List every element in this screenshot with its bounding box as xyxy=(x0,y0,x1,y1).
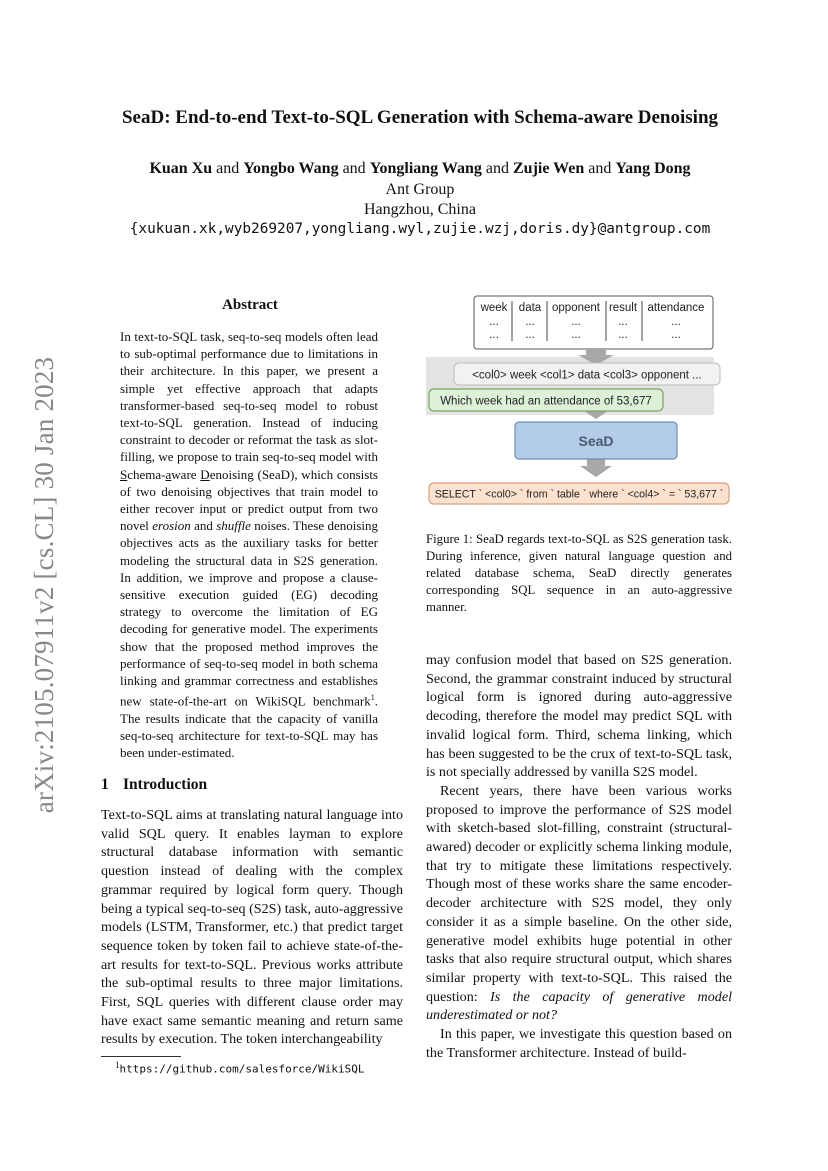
intro-left-column: Text-to-SQL aims at translating natural language into valid SQL query. It enables layman to explore structural database information with semantic question instead of dealing with the complex grammar required by logical form query. Though being a typical seq-to-seq (S2S) task, auto-aggressive models (LSTM, Transformer, etc.) that predict target sequence token by token fail to achieve state-of-the-art results for text-to-SQL. Previous works attribute the sub-optimal results to three major limitations. First, SQL queries with different clause order may have exact same semantic meaning and return same results by execution. The token interchangeability xyxy=(101,807,403,1048)
intro-right-column xyxy=(426,651,732,1062)
abstract-body xyxy=(120,328,378,761)
paragraph: In this paper, we investigate this question based on the Transformer architecture. Instead of build- xyxy=(426,1026,732,1061)
affiliation: Ant Group xyxy=(385,181,455,198)
abstract-heading: Abstract xyxy=(222,297,278,313)
author-name: Yongbo Wang xyxy=(243,160,339,177)
table-cell: ... xyxy=(571,316,581,328)
abstract-text: noises. These denoising objectives acts as the auxiliary tasks for better modeling the structural data in S2S generation. In addition, we improve and propose a clause-sensitive execution guided (EG) decoding strategy to overcome the limitation of EG decoding for generative model. The experiments show that the proposed method improves the performance of seq-to-seq model in both schema linking and grammar correctness and establishes new state-of-the-art on WikiSQL benchmark xyxy=(120,518,378,709)
figure-caption: Figure 1: SeaD regards text-to-SQL as S2S generation task. During inference, given natural language question and related database schema, SeaD directly generates corresponding SQL sequence in an auto-aggressive manner. xyxy=(426,532,732,614)
abstract-text: . The results indicate that the capacity of vanilla seq-to-seq architecture for text-to-SQL may has been under-estimated. xyxy=(120,693,378,761)
location: Hangzhou, China xyxy=(364,201,476,218)
author-joiner: and xyxy=(588,160,612,177)
table-header-cell: opponent xyxy=(552,302,600,314)
paragraph: may confusion model that based on S2S generation. Second, the grammar constraint induced by structural logical form is ignored during auto-aggressive decoding, therefore the model may predict SQL with invalid logical form. Third, schema linking, which has been suggested to be the crux of text-to-SQL task, is not specially addressed by vanilla S2S model. xyxy=(426,652,732,781)
table-header-cell: attendance xyxy=(647,302,705,314)
footnote-marker: 1 xyxy=(370,693,375,703)
question-text: Which week had an attendance of 53,677 xyxy=(440,395,652,408)
down-arrow xyxy=(580,459,612,477)
table-header-cell: data xyxy=(518,302,542,314)
author-joiner: and xyxy=(485,160,509,177)
table-cell: ... xyxy=(489,316,499,328)
author-name: Yang Dong xyxy=(615,160,691,177)
figure-diagram xyxy=(426,293,732,513)
table-cell: ... xyxy=(671,316,681,328)
abstract-acronym-letter: a xyxy=(165,466,172,482)
table-cell: ... xyxy=(525,329,535,341)
abstract-acronym-letter: D xyxy=(200,466,210,482)
section-title: Introduction xyxy=(123,776,208,793)
author-name: Yongliang Wang xyxy=(369,160,482,177)
abstract-text: and xyxy=(190,518,217,534)
author-name: Zujie Wen xyxy=(513,160,585,177)
abstract-acronym-letter: S xyxy=(120,466,128,482)
footnote-rule xyxy=(101,1056,181,1057)
abstract-emphasis: shuffle xyxy=(216,518,251,534)
schema-sequence: <col0> week <col1> data <col3> opponent ... xyxy=(472,369,702,382)
table-cell: ... xyxy=(618,329,628,341)
table-cell: ... xyxy=(571,329,581,341)
author-joiner: and xyxy=(216,160,240,177)
abstract-emphasis: erosion xyxy=(152,518,191,534)
footnote-url: https://github.com/salesforce/WikiSQL xyxy=(119,1062,365,1076)
footnote-marker: 1 xyxy=(115,1060,120,1070)
table-header-cell: week xyxy=(480,302,508,314)
abstract-text: (SeaD), which consists of two denoising objectives that train model to either recover input or predict output from two novel xyxy=(120,466,378,534)
table-header-cell: result xyxy=(608,302,638,314)
paragraph xyxy=(426,782,732,1025)
paper-title: SeaD: End-to-end Text-to-SQL Generation with Schema-aware Denoising xyxy=(121,107,719,128)
figure-1 xyxy=(426,293,732,513)
author-name: Kuan Xu xyxy=(149,160,213,177)
table-cell: ... xyxy=(618,316,628,328)
author-emails: {xukuan.xk,wyb269207,yongliang.wyl,zujie.wzj,doris.dy}@antgroup.com xyxy=(129,221,711,237)
abstract-text: ware xyxy=(171,466,201,482)
author-list xyxy=(60,160,780,178)
arxiv-stamp: arXiv:2105.07911v2 [cs.CL] 30 Jan 2023 xyxy=(29,356,59,814)
model-label: SeaD xyxy=(578,433,614,449)
table-cell: ... xyxy=(525,316,535,328)
abstract-text: In text-to-SQL task, seq-to-seq models often lead to sub-optimal performance due to limitations in their architecture. In this paper, we present a simple yet effective approach that adapts transformer-based seq-to-seq model to robust text-to-SQL generation. Instead of inducing constraint to decoder or reformat the task as slot-filling, we propose to train seq-to-seq model with xyxy=(120,329,378,465)
table-cell: ... xyxy=(671,329,681,341)
table-cell: ... xyxy=(489,329,499,341)
footnote xyxy=(115,1060,365,1076)
author-joiner: and xyxy=(342,160,366,177)
abstract-text: chema- xyxy=(127,466,166,482)
sql-output: SELECT ` <col0> ` from ` table ` where ` <col4> ` = ` 53,677 ` xyxy=(434,488,724,501)
abstract-text: enoising xyxy=(209,466,254,482)
section-heading xyxy=(101,776,207,794)
research-question: Is the capacity of generative model underestimated or not? xyxy=(426,988,732,1024)
section-number: 1 xyxy=(101,776,109,793)
paragraph-text: Recent years, there have been various works proposed to improve the performance of S2S model with sketch-based slot-filling, constraint (structural-awared) decoder or explicitly schema linking module, that try to mitigate these limitations respectively. Though most of these works share the same encoder-decoder architecture with S2S model, they only consider it as a simple baseline. On the other side, generative model exhibits huge potential in other tasks that also require structural output, which shares similar property with text-to-SQL. This raised the question: xyxy=(426,782,732,1005)
